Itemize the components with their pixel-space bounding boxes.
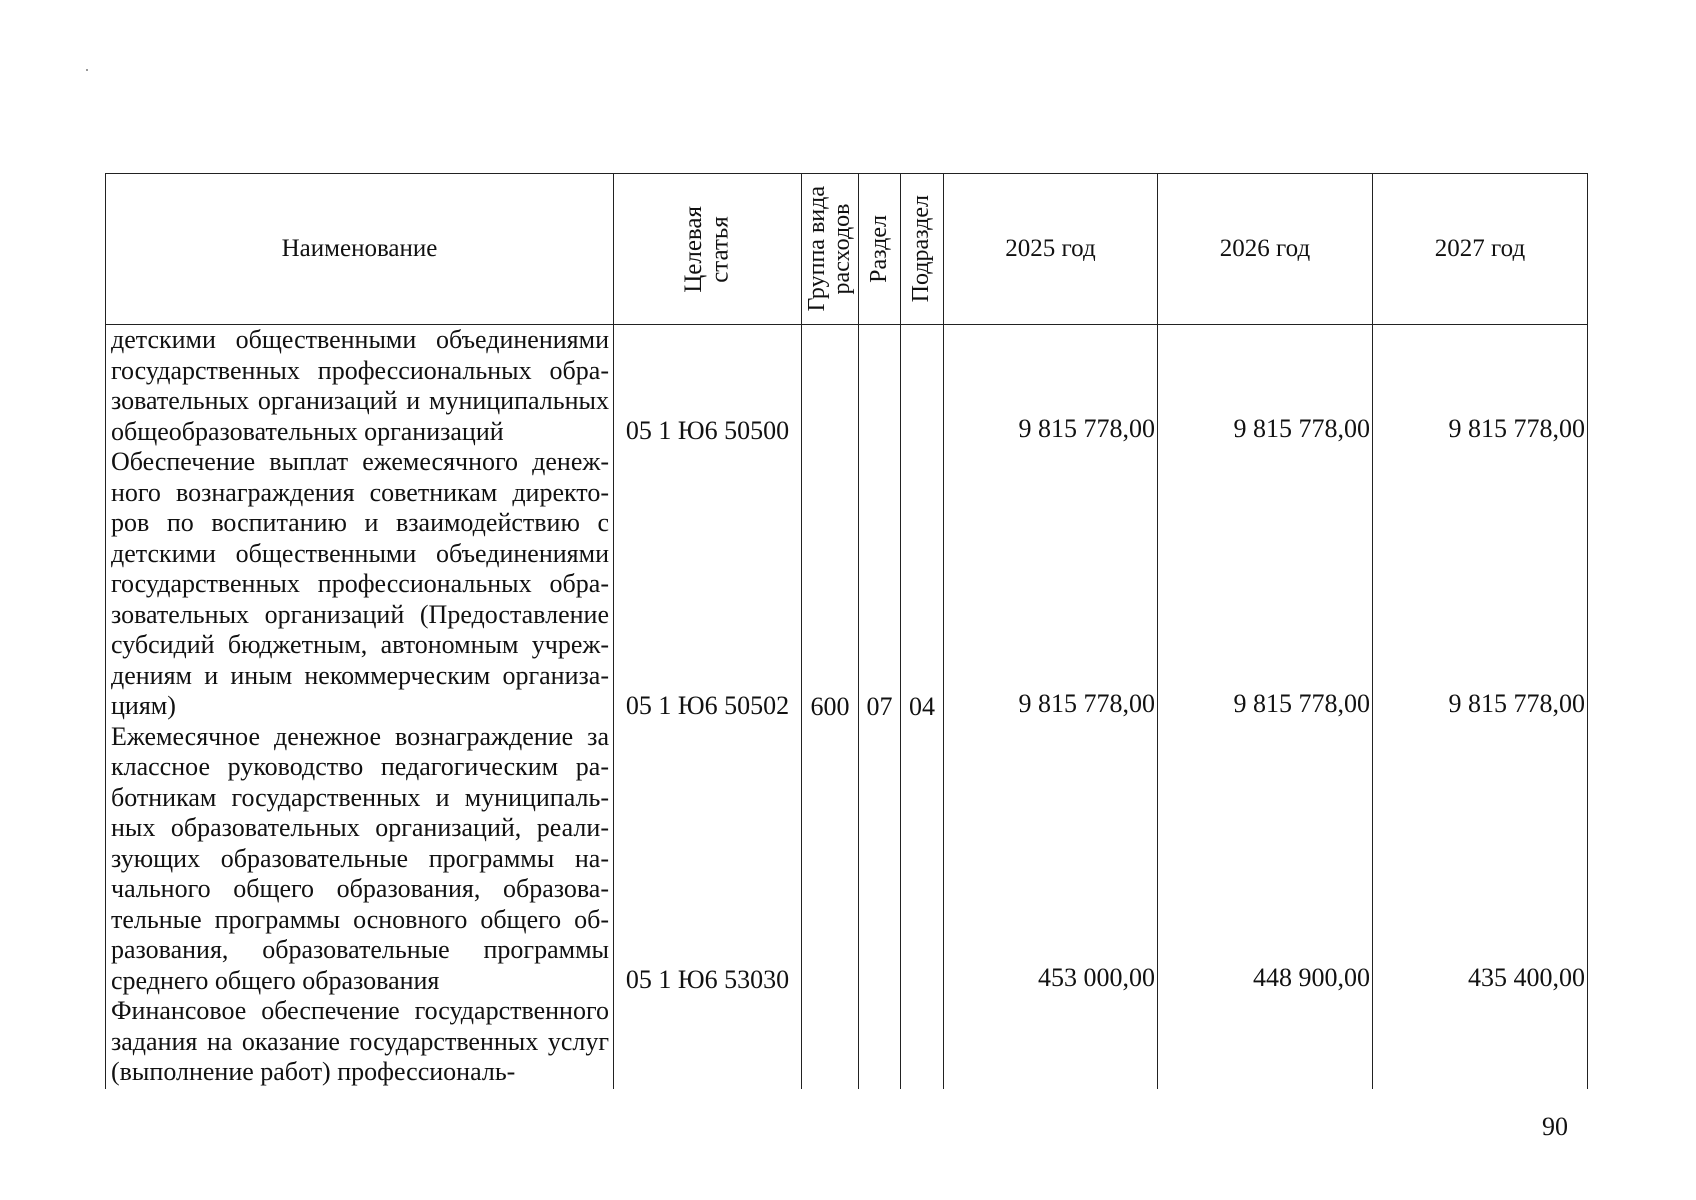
header-year-2025 xyxy=(944,174,1158,325)
row-amount-2025 xyxy=(944,996,1158,1089)
row-expense-group xyxy=(802,722,859,997)
row-target-code: 05 1 Ю6 53030 xyxy=(614,722,802,997)
header-year-2025-label: 2025 год xyxy=(1005,235,1096,262)
row-amount-2027 xyxy=(1373,325,1588,448)
row-name: детскими общественными объединениями государственных профессиональных образовательных организаций и муниципальных общеобразовательных организаций xyxy=(106,325,614,448)
table-row xyxy=(106,325,1588,448)
amount-value: 9 815 778,00 xyxy=(1018,688,1155,718)
amount-value: 453 000,00 xyxy=(1038,963,1155,992)
header-expense-group xyxy=(802,174,859,325)
row-amount-2027 xyxy=(1373,447,1588,722)
table-header xyxy=(106,174,1588,325)
header-name xyxy=(106,174,614,325)
row-target-code: 05 1 Ю6 50502 xyxy=(614,447,802,722)
row-amount-2026 xyxy=(1158,996,1373,1089)
header-subsection-label: Подраздел xyxy=(908,195,935,303)
row-amount-2025 xyxy=(944,447,1158,722)
table-body xyxy=(106,325,1588,1090)
amount-value: 9 815 778,00 xyxy=(1448,414,1585,443)
budget-table-container xyxy=(105,173,1587,1091)
row-section xyxy=(859,325,901,448)
row-expense-group xyxy=(802,996,859,1089)
row-amount-2027 xyxy=(1373,996,1588,1089)
header-year-2027 xyxy=(1373,174,1588,325)
amount-value: 435 400,00 xyxy=(1468,963,1585,992)
scan-speck xyxy=(86,69,88,71)
table-row xyxy=(106,447,1588,722)
row-name: Обеспечение выплат ежемесячного денежного вознаграждения советникам директоров по воспитанию и взаимодействию с детскими общественными объединениями государственных профессиональных образовательных организаций (Предоставление субсидий бюджетным, автономным учреждениям и иным некоммерческим организациям) xyxy=(106,447,614,722)
row-expense-group xyxy=(802,325,859,448)
row-subsection xyxy=(901,996,944,1089)
row-amount-2025 xyxy=(944,325,1158,448)
header-year-2027-label: 2027 год xyxy=(1434,235,1526,262)
header-target-article xyxy=(614,174,802,325)
table-row xyxy=(106,996,1588,1089)
amount-value: 9 815 778,00 xyxy=(1448,688,1585,718)
header-target-article-label: Целевая статья xyxy=(680,205,734,293)
row-amount-2025 xyxy=(944,722,1158,997)
header-name-label: Наименование xyxy=(281,235,438,262)
row-section: 07 xyxy=(859,447,901,722)
row-subsection xyxy=(901,722,944,997)
row-amount-2026 xyxy=(1158,447,1373,722)
row-amount-2027 xyxy=(1373,722,1588,997)
row-target-code xyxy=(614,996,802,1089)
header-year-2026-label: 2026 год xyxy=(1219,235,1311,262)
amount-value: 9 815 778,00 xyxy=(1233,414,1370,443)
row-expense-group: 600 xyxy=(802,447,859,722)
amount-value: 448 900,00 xyxy=(1253,963,1370,992)
header-expense-group-label: Группа вида расходов xyxy=(803,186,855,312)
table-row xyxy=(106,722,1588,997)
header-subsection xyxy=(901,174,944,325)
row-name: Ежемесячное денежное вознаграждение за классное руководство педагогическим работникам государственных и муниципальных образовательных организаций, реализующих образовательные программы начального общего образования, образовательные программы основного общего образования, образовательные программы среднего общего образования xyxy=(106,722,614,997)
header-section-label: Раздел xyxy=(865,215,892,283)
row-amount-2026 xyxy=(1158,325,1373,448)
amount-value: 9 815 778,00 xyxy=(1018,414,1155,443)
amount-value: 9 815 778,00 xyxy=(1233,688,1370,718)
header-year-2026 xyxy=(1158,174,1373,325)
row-subsection: 04 xyxy=(901,447,944,722)
page-number: 90 xyxy=(1542,1112,1568,1141)
row-amount-2026 xyxy=(1158,722,1373,997)
header-section xyxy=(859,174,901,325)
row-subsection xyxy=(901,325,944,448)
row-section xyxy=(859,996,901,1089)
budget-table xyxy=(105,173,1588,1089)
row-section xyxy=(859,722,901,997)
row-target-code: 05 1 Ю6 50500 xyxy=(614,325,802,448)
row-name: Финансовое обеспечение государственного задания на оказание государственных услуг (выполнение работ) профессиональ- xyxy=(106,996,614,1089)
